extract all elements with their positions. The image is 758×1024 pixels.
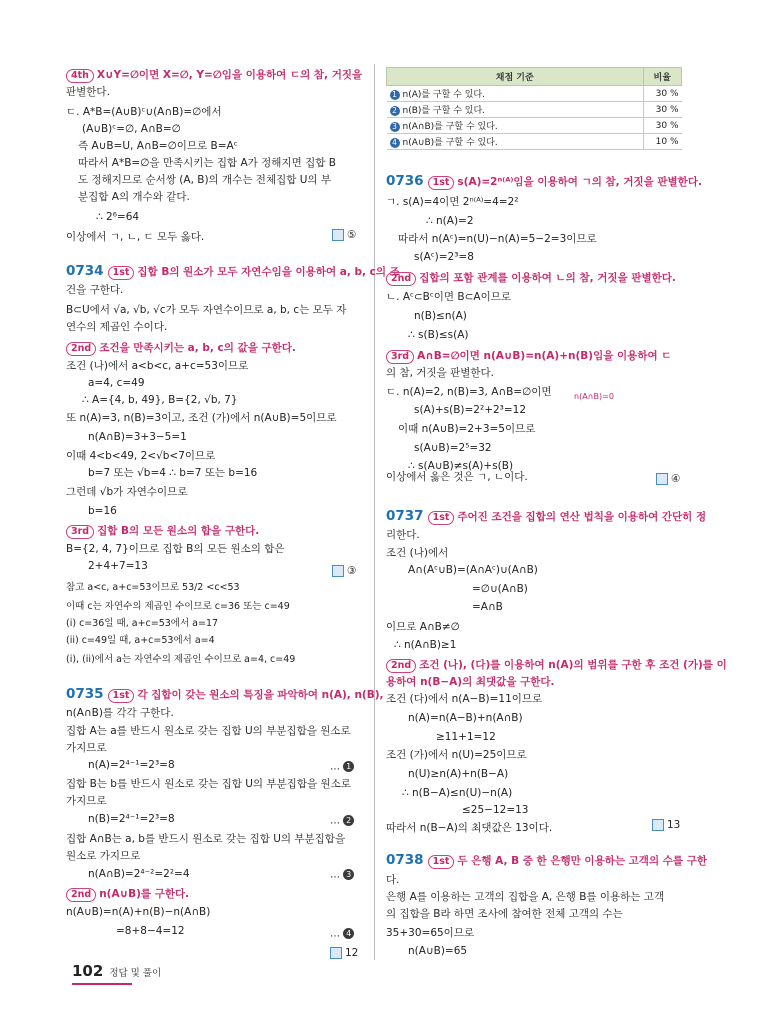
- text-line: 이때 4<b<49, 2<√b<7이므로: [66, 450, 216, 462]
- text-line: b=16: [88, 505, 117, 517]
- text-line: a=4, c=49: [88, 377, 145, 389]
- text-line: 그런데 √b가 자연수이므로: [66, 486, 188, 498]
- text-line: ㄴ. Aᶜ⊂Bᶜ이면 B⊂A이므로: [386, 291, 512, 303]
- text-line: 또 n(A)=3, n(B)=3이고, 조건 (가)에서 n(A∪B)=5이므로: [66, 412, 337, 424]
- answer-0735: [330, 946, 358, 960]
- step-marker-4: … 4: [330, 928, 354, 940]
- text-line: (A∪B)ᶜ=∅, A∩B=∅: [82, 123, 181, 135]
- answer-0736: [656, 472, 680, 486]
- text-line: 집합 B는 b를 반드시 원소로 갖는 집합 U의 부분집합을 원소로: [66, 778, 351, 790]
- step-heading: [386, 658, 727, 673]
- text-line: ∴ n(A∩B)≥1: [394, 639, 457, 651]
- question-heading: [386, 174, 702, 190]
- text-line: n(A∩B)를 각각 구한다.: [66, 707, 174, 719]
- step-tag: 1st: [428, 855, 455, 869]
- text-line: ㄷ. n(A)=2, n(B)=3, A∩B=∅이면: [386, 386, 552, 398]
- answer-box-icon: [332, 229, 344, 241]
- text-line: ㄱ. s(A)=4이면 2ⁿ⁽ᴬ⁾=4=2²: [386, 196, 519, 208]
- step-tag: 1st: [108, 689, 135, 703]
- text-line: s(A∪B)=2⁵=32: [414, 442, 492, 454]
- text-line: B⊂U에서 √a, √b, √c가 모두 자연수이므로 a, b, c는 모두 자: [66, 304, 347, 316]
- step-tag: 3rd: [66, 525, 94, 539]
- scoring-text: n(A)를 구할 수 있다.: [402, 90, 485, 100]
- scoring-pct: 30 %: [643, 118, 682, 134]
- answer-value: 13: [667, 819, 681, 831]
- text-line: n(A)=2⁴⁻¹=2³=8: [88, 759, 175, 771]
- text-line: 도 정해지므로 순서쌍 (A, B)의 개수는 전체집합 U의 부: [78, 174, 332, 186]
- question-number: 0734: [66, 263, 104, 279]
- answer-value: 12: [345, 947, 359, 959]
- text-line: n(U)≥n(A)+n(B−A): [408, 768, 509, 780]
- step-tag: 2nd: [66, 342, 96, 356]
- question-number: 0736: [386, 173, 424, 189]
- text-line: 연수의 제곱인 수이다.: [66, 321, 168, 333]
- text-line: 용하여 n(B−A)의 최댓값을 구한다.: [386, 676, 555, 688]
- step-description: s(A)=2ⁿ⁽ᴬ⁾임을 이용하여 ㄱ의 참, 거짓을 판별한다.: [457, 176, 702, 188]
- callout-note: n(A∩B)=0: [574, 392, 614, 401]
- text-line: =∅∪(A∩B): [472, 583, 528, 595]
- step-3-icon: 3: [390, 122, 400, 132]
- text-line: 다.: [386, 874, 400, 886]
- step-description: 집합의 포함 관계를 이용하여 ㄴ의 참, 거짓을 판별한다.: [419, 272, 676, 284]
- text-line: 따라서 A*B=∅을 만족시키는 집합 A가 정해지면 집합 B: [78, 157, 336, 169]
- scoring-header-criteria: 채점 기준: [387, 68, 644, 86]
- answer-box-icon: [330, 947, 342, 959]
- text-line: 가지므로: [66, 742, 107, 754]
- footer-accent-bar: [72, 983, 132, 985]
- question-heading: [386, 509, 706, 525]
- column-divider: [374, 64, 375, 960]
- text-line: 은행 A를 이용하는 고객의 집합을 A, 은행 B를 이용하는 고객: [386, 891, 665, 903]
- scoring-text: n(A∪B)를 구할 수 있다.: [402, 138, 498, 148]
- text-line: ∴ n(A)=2: [426, 215, 474, 227]
- step-heading: [66, 524, 259, 539]
- answer-0737: [652, 818, 680, 832]
- answer-0733: [332, 228, 356, 242]
- text-line: 35+30=65이므로: [386, 927, 475, 939]
- step-2-icon: 2: [343, 815, 354, 826]
- scoring-row: [387, 102, 682, 118]
- step-description: 주어진 조건을 집합의 연산 법칙을 이용하여 간단히 정: [457, 511, 707, 523]
- text-line: 분집합 A의 개수와 같다.: [78, 191, 190, 203]
- answer-box-icon: [332, 565, 344, 577]
- step-tag: 2nd: [386, 659, 416, 673]
- text-line: ∴ s(A∪B)≠s(A)+s(B): [408, 460, 514, 472]
- step-2-icon: 2: [390, 106, 400, 116]
- text-line: 판별한다.: [66, 86, 110, 98]
- step-3-icon: 3: [343, 869, 354, 880]
- text-line: 리한다.: [386, 529, 420, 541]
- scoring-pct: 10 %: [643, 134, 682, 150]
- step-marker-1: … 1: [330, 761, 354, 773]
- note-line: 이때 c는 자연수의 제곱인 수이므로 c=36 또는 c=49: [66, 601, 290, 612]
- step-heading: [66, 341, 296, 356]
- question-heading: [386, 853, 707, 869]
- question-heading: [66, 264, 400, 280]
- text-line: 원소로 가지므로: [66, 850, 141, 862]
- step-description: 집합 B의 모든 원소의 합을 구한다.: [97, 525, 260, 537]
- scoring-pct: 30 %: [643, 86, 682, 102]
- step-tag: 4th: [66, 69, 94, 83]
- text-line: 조건 (다)에서 n(A−B)=11이므로: [386, 693, 543, 705]
- text-line: n(A)=n(A−B)+n(A∩B): [408, 712, 523, 724]
- text-line: 의 참, 거짓을 판별한다.: [386, 367, 494, 379]
- text-line: ∴ s(B)≤s(A): [408, 329, 469, 341]
- text-line: 따라서 n(B−A)의 최댓값은 13이다.: [386, 822, 553, 834]
- text-line: s(Aᶜ)=2³=8: [414, 251, 474, 263]
- page-number: 102: [72, 962, 104, 980]
- question-number: 0735: [66, 686, 104, 702]
- footer-title: 정답 및 풀이: [109, 968, 162, 979]
- step-description: A∩B=∅이면 n(A∪B)=n(A)+n(B)임을 이용하여 ㄷ: [417, 350, 672, 362]
- scoring-row: [387, 86, 682, 102]
- step-heading: [386, 349, 671, 364]
- step-heading: [386, 271, 676, 286]
- text-line: ≤25−12=13: [462, 804, 529, 816]
- step-description: 집합 B의 원소가 모두 자연수임을 이용하여 a, b, c의 조: [137, 266, 400, 278]
- scoring-table: [386, 67, 682, 150]
- step-heading: [66, 887, 189, 902]
- text-line: B={2, 4, 7}이므로 집합 B의 모든 원소의 합은: [66, 543, 285, 555]
- text-line: n(B)≤n(A): [414, 310, 467, 322]
- step-description: n(A∪B)를 구한다.: [99, 888, 190, 900]
- question-heading: [66, 687, 384, 703]
- step-tag: 1st: [108, 266, 135, 280]
- text-line: 이때 n(A∪B)=2+3=5이므로: [398, 423, 536, 435]
- text-line: 조건 (나)에서: [386, 547, 449, 559]
- step-1-icon: 1: [343, 761, 354, 772]
- text-line: 건을 구한다.: [66, 284, 124, 296]
- step-description: X∪Y=∅이면 X=∅, Y=∅임을 이용하여 ㄷ의 참, 거짓을: [96, 69, 363, 81]
- question-number: 0737: [386, 508, 424, 524]
- text-line: =8+8−4=12: [116, 925, 185, 937]
- answer-box-icon: [656, 473, 668, 485]
- text-line: =A∩B: [472, 601, 503, 613]
- text-line: n(A∪B)=n(A)+n(B)−n(A∩B): [66, 906, 211, 918]
- text-line: ㄷ. A*B=(A∪B)ᶜ∪(A∩B)=∅에서: [66, 106, 222, 118]
- text-line: ∴ n(B−A)≤n(U)−n(A): [402, 787, 513, 799]
- step-tag: 3rd: [386, 350, 414, 364]
- answer-value: ③: [347, 565, 357, 577]
- text-line: s(A)+s(B)=2²+2³=12: [414, 404, 527, 416]
- step-tag: 2nd: [66, 888, 96, 902]
- text-line: A∩(Aᶜ∪B)=(A∩Aᶜ)∪(A∩B): [408, 564, 538, 576]
- text-line: n(A∩B)=2⁴⁻²=2²=4: [88, 868, 190, 880]
- step-tag: 1st: [428, 511, 455, 525]
- note-line: (i) c=36일 때, a+c=53에서 a=17: [66, 618, 219, 629]
- text-line: 이상에서 옳은 것은 ㄱ, ㄴ이다.: [386, 471, 528, 483]
- step-tag: 2nd: [386, 272, 416, 286]
- text-line: n(A∩B)=3+3−5=1: [88, 431, 187, 443]
- text-line: 따라서 n(Aᶜ)=n(U)−n(A)=5−2=3이므로: [398, 233, 597, 245]
- text-line: ∴ 2⁶=64: [96, 211, 140, 223]
- note-line: (i), (ii)에서 a는 자연수의 제곱인 수이므로 a=4, c=49: [66, 654, 296, 665]
- scoring-header-ratio: 비율: [643, 68, 682, 86]
- question-number: 0738: [386, 852, 424, 868]
- text-line: 즉 A∪B=U, A∩B=∅이므로 B=Aᶜ: [78, 140, 238, 152]
- scoring-row: [387, 134, 682, 150]
- answer-box-icon: [652, 819, 664, 831]
- text-line: n(A∪B)=65: [408, 945, 468, 957]
- step-marker-3: … 3: [330, 869, 354, 881]
- text-line: ∴ A={4, b, 49}, B={2, √b, 7}: [82, 394, 238, 406]
- answer-value: ⑤: [347, 229, 357, 241]
- text-line: 이므로 A∩B≠∅: [386, 621, 460, 633]
- page-footer: [72, 962, 161, 980]
- scoring-pct: 30 %: [643, 102, 682, 118]
- step-description: 조건을 만족시키는 a, b, c의 값을 구한다.: [99, 342, 296, 354]
- scoring-row: [387, 118, 682, 134]
- text-line: 의 집합을 B라 하면 조사에 참여한 전체 고객의 수는: [386, 908, 623, 920]
- step-1-icon: 1: [390, 90, 400, 100]
- text-line: 가지므로: [66, 795, 107, 807]
- text-line: 집합 A는 a를 반드시 원소로 갖는 집합 U의 부분집합을 원소로: [66, 725, 351, 737]
- text-line: 집합 A∩B는 a, b를 반드시 원소로 갖는 집합 U의 부분집합을: [66, 833, 346, 845]
- step-description: 두 은행 A, B 중 한 은행만 이용하는 고객의 수를 구한: [457, 855, 707, 867]
- step-description: 조건 (나), (다)를 이용하여 n(A)의 범위를 구한 후 조건 (가)를 이: [419, 659, 727, 671]
- note-line: 참고 a<c, a+c=53이므로 53/2 <c<53: [66, 582, 240, 593]
- text-line: n(B)=2⁴⁻¹=2³=8: [88, 813, 175, 825]
- note-line: (ii) c=49일 때, a+c=53에서 a=4: [66, 635, 215, 646]
- text-line: 2+4+7=13: [88, 560, 148, 572]
- scoring-text: n(B)를 구할 수 있다.: [402, 106, 486, 116]
- answer-0734: [332, 564, 356, 578]
- text-line: ≥11+1=12: [436, 731, 496, 743]
- text-line: 조건 (나)에서 a<b<c, a+c=53이므로: [66, 360, 249, 372]
- text-line: b=7 또는 √b=4 ∴ b=7 또는 b=16: [88, 467, 258, 479]
- scoring-text: n(A∩B)를 구할 수 있다.: [402, 122, 498, 132]
- step-description: 각 집합이 갖는 원소의 특징을 파악하여 n(A), n(B),: [137, 689, 384, 701]
- step-marker-2: … 2: [330, 815, 354, 827]
- step-heading: [66, 68, 362, 83]
- text-line: 이상에서 ㄱ, ㄴ, ㄷ 모두 옳다.: [66, 231, 205, 243]
- step-4-icon: 4: [343, 928, 354, 939]
- step-tag: 1st: [428, 176, 455, 190]
- step-4-icon: 4: [390, 138, 400, 148]
- text-line: 조건 (가)에서 n(U)=25이므로: [386, 749, 527, 761]
- answer-value: ④: [671, 473, 681, 485]
